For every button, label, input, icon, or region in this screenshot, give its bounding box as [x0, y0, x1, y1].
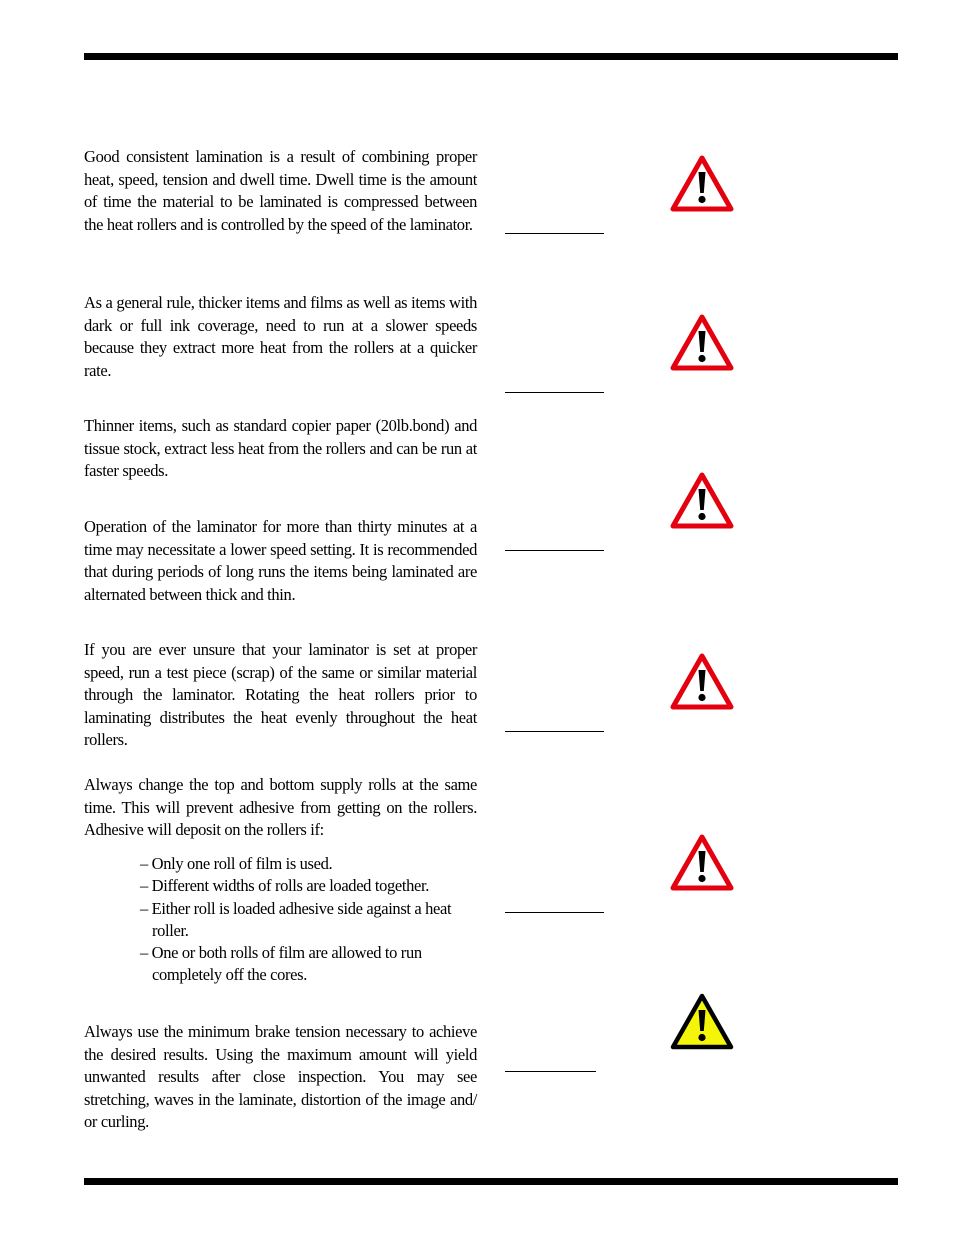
paragraph-supply-rolls: Always change the top and bottom supply rolls at the same time. This will prevent adhesive from getting on the rollers. Adhesive will deposit on the rollers if:: [84, 775, 477, 839]
paragraph-long-runs: Operation of the laminator for more than thirty minutes at a time may necessitate a lower speed setting. It is recommended that during periods of long runs the items being laminated are alternated between thick and thin.: [84, 517, 477, 604]
note-line: [505, 731, 604, 732]
paragraph-test-piece: If you are ever unsure that your laminator is set at proper speed, run a test piece (scrap) of the same or similar material through the laminator. Rotating the heat rollers prior to laminating distributes the heat evenly throughout the heat rollers.: [84, 640, 477, 749]
header-rule: [84, 53, 898, 60]
list-item: – One or both rolls of film are allowed to run completely off the cores.: [140, 943, 422, 985]
paragraph-thick-items: As a general rule, thicker items and films as well as items with dark or full ink coverage, need to run at a slower speeds because they extract more heat from the rollers at a quicker rate.: [84, 293, 477, 380]
footer-rule: [84, 1178, 898, 1185]
adhesive-causes-list: [140, 853, 480, 987]
paragraph-thin-items: Thinner items, such as standard copier paper (20lb.bond) and tissue stock, extract less heat from the rollers and can be run at faster speeds.: [84, 416, 477, 480]
note-line: [505, 550, 604, 551]
note-line: [505, 392, 604, 393]
list-item: – Only one roll of film is used.: [140, 854, 333, 873]
note-line: [505, 912, 604, 913]
list-item: – Different widths of rolls are loaded together.: [140, 876, 429, 896]
caution-triangle-icon: [670, 993, 734, 1050]
warning-triangle-icon: [670, 653, 734, 710]
warning-triangle-icon: [670, 155, 734, 212]
note-line: [505, 1071, 596, 1072]
warning-triangle-icon: [670, 314, 734, 371]
paragraph-dwell-time: Good consistent lamination is a result of combining proper heat, speed, tension and dwell time. Dwell time is the amount of time the material to be laminated is compressed between the heat rollers and is controlled by the speed of the laminator.: [84, 147, 477, 234]
note-line: [505, 233, 604, 234]
paragraph-brake-tension: Always use the minimum brake tension necessary to achieve the desired results. Using the maximum amount will yield unwanted results after close inspection. You may see stretching, waves in the laminate, distortion of the image and/ or curling.: [84, 1022, 477, 1131]
warning-triangle-icon: [670, 834, 734, 891]
warning-triangle-icon: [670, 472, 734, 529]
list-item: – Either roll is loaded adhesive side against a heat roller.: [140, 898, 452, 940]
